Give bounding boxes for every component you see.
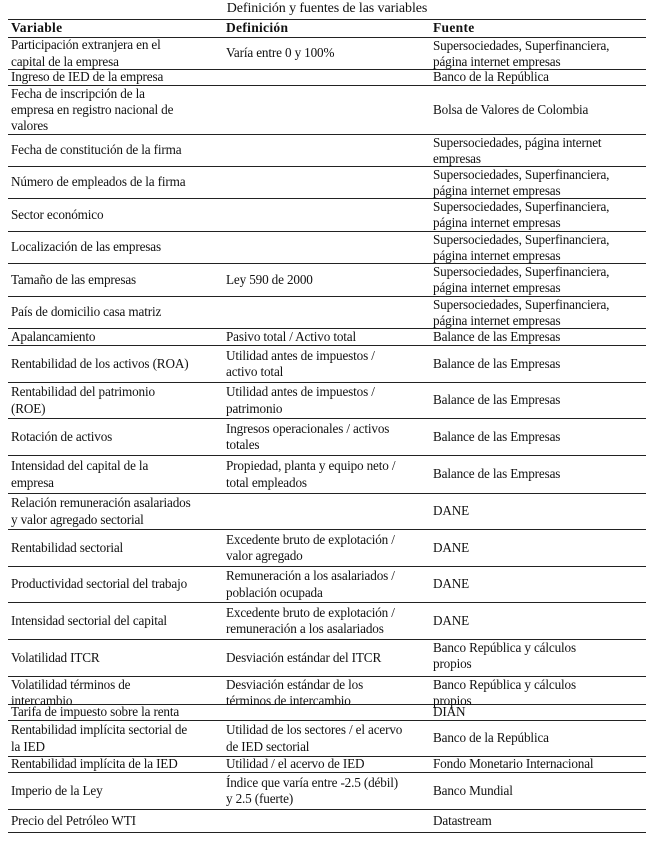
table-row (8, 494, 646, 530)
cell-variable (11, 757, 216, 772)
table-row (8, 297, 646, 329)
cell-fuente (433, 199, 646, 231)
cell-definicion (226, 419, 426, 455)
cell-text: propios (433, 693, 472, 709)
cell-text: Balance de las Empresas (433, 355, 561, 371)
cell-definicion (226, 264, 426, 296)
table-row (8, 70, 646, 86)
cell-fuente (433, 640, 646, 676)
cell-text: Balance de las Empresas (433, 428, 561, 444)
cell-text: página internet empresas (433, 183, 561, 199)
cell-text: página internet empresas (433, 248, 561, 264)
cell-text: DANE (433, 503, 470, 519)
cell-text: Sector económico (11, 206, 104, 222)
cell-fuente (433, 773, 646, 809)
cell-variable (11, 494, 216, 529)
cell-fuente (433, 530, 646, 566)
cell-text: página internet empresas (433, 215, 561, 231)
cell-text: DIAN (433, 704, 466, 720)
cell-text: Intensidad sectorial del capital (11, 612, 167, 628)
table-row (8, 167, 646, 199)
cell-fuente (433, 494, 646, 529)
cell-text: Rentabilidad implícita sectorial de (11, 722, 188, 738)
cell-fuente (433, 297, 646, 328)
cell-text: Supersociedades, Superfinanciera, (433, 38, 610, 53)
table-row (8, 773, 646, 810)
cell-text: patrimonio (226, 400, 283, 416)
cell-definicion (226, 677, 426, 709)
cell-variable (11, 773, 216, 809)
cell-text: Excedente bruto de explotación / (226, 604, 395, 620)
cell-fuente (433, 86, 646, 134)
cell-text: remuneración a los asalariados (226, 621, 384, 636)
cell-text: Relación remuneración asalariados (11, 495, 191, 511)
table-row (8, 346, 646, 383)
cell-variable (11, 329, 216, 345)
cell-definicion (226, 494, 426, 529)
cell-text: Excedente bruto de explotación / (226, 531, 395, 547)
cell-definicion (226, 773, 426, 809)
table-row (8, 264, 646, 297)
cell-fuente (433, 232, 646, 263)
cell-text: Pasivo total / Activo total (226, 328, 357, 344)
cell-text: Desviación estándar del ITCR (226, 649, 382, 665)
cell-fuente (433, 677, 646, 709)
cell-text: Tarifa de impuesto sobre la renta (11, 704, 180, 720)
cell-fuente (433, 721, 646, 756)
cell-fuente (433, 264, 646, 296)
cell-variable (11, 640, 216, 676)
cell-variable (11, 86, 216, 134)
cell-variable (11, 70, 216, 85)
table-row (8, 199, 646, 232)
cell-text: Rentabilidad sectorial (11, 539, 124, 555)
cell-variable (11, 567, 216, 602)
cell-text: Apalancamiento (11, 328, 96, 344)
table-row (8, 677, 646, 709)
cell-text: Intensidad del capital de la (11, 458, 149, 474)
cell-text: intercambio (11, 693, 73, 709)
table-row (8, 419, 646, 456)
cell-text: Supersociedades, Superfinanciera, (433, 264, 610, 279)
cell-text: empresa en registro nacional de (11, 101, 174, 117)
cell-text: Rotación de activos (11, 428, 113, 444)
table-row (8, 456, 646, 494)
cell-text: página internet empresas (433, 313, 561, 329)
cell-text: página internet empresas (433, 280, 561, 296)
cell-fuente (433, 456, 646, 493)
cell-definicion (226, 199, 426, 231)
cell-text: Fondo Monetario Internacional (433, 756, 594, 772)
cell-text: Supersociedades, página internet (433, 135, 602, 150)
cell-text: la IED (11, 738, 45, 754)
cell-text: Ley 590 de 2000 (226, 271, 313, 287)
cell-fuente (433, 135, 646, 166)
cell-text: (ROE) (11, 400, 46, 416)
cell-definicion (226, 603, 426, 639)
cell-variable (11, 135, 216, 166)
table-row (8, 38, 646, 70)
cell-text: Utilidad / el acervo de IED (226, 756, 365, 772)
table-row (8, 567, 646, 603)
cell-text: empresas (433, 151, 481, 167)
table-header-row (8, 19, 646, 38)
cell-text: Precio del Petróleo WTI (11, 812, 136, 828)
cell-text: Utilidad antes de impuestos / (226, 347, 375, 363)
cell-definicion (226, 346, 426, 382)
cell-definicion (226, 810, 426, 832)
cell-text: Banco República y cálculos (433, 640, 576, 655)
cell-fuente (433, 603, 646, 639)
cell-text: Supersociedades, Superfinanciera, (433, 297, 610, 312)
cell-definicion (226, 329, 426, 345)
cell-text: Rentabilidad de los activos (ROA) (11, 355, 189, 371)
cell-fuente (433, 419, 646, 455)
cell-fuente (433, 810, 646, 832)
cell-text: Banco República y cálculos (433, 677, 576, 692)
header-definicion: Definición (226, 20, 289, 36)
cell-text: Banco de la República (433, 730, 549, 746)
cell-variable (11, 721, 216, 756)
cell-definicion (226, 530, 426, 566)
cell-text: Desviación estándar de los (226, 677, 364, 692)
table-row (8, 810, 646, 833)
cell-text: y 2.5 (fuerte) (226, 791, 294, 806)
cell-text: Balance de las Empresas (433, 466, 561, 482)
cell-text: Supersociedades, Superfinanciera, (433, 232, 610, 247)
cell-fuente (433, 346, 646, 382)
cell-variable (11, 383, 216, 418)
cell-text: Número de empleados de la firma (11, 174, 186, 190)
cell-fuente (433, 38, 646, 69)
cell-text: DANE (433, 576, 470, 592)
cell-text: valores (11, 118, 49, 134)
table-row (8, 383, 646, 419)
cell-definicion (226, 135, 426, 166)
cell-variable (11, 705, 216, 720)
cell-definicion (226, 70, 426, 85)
cell-text: Bolsa de Valores de Colombia (433, 101, 589, 117)
cell-definicion (226, 640, 426, 676)
cell-variable (11, 297, 216, 328)
table-row (8, 705, 646, 721)
cell-fuente (433, 329, 646, 345)
cell-text: Participación extranjera en el (11, 37, 161, 53)
cell-text: Volatilidad términos de (11, 677, 131, 692)
cell-text: Imperio de la Ley (11, 782, 103, 798)
cell-definicion (226, 721, 426, 756)
table-row (8, 530, 646, 567)
cell-text: Balance de las Empresas (433, 328, 561, 344)
cell-variable (11, 346, 216, 382)
table-row (8, 721, 646, 757)
cell-variable (11, 419, 216, 455)
cell-fuente (433, 705, 646, 720)
table-row (8, 86, 646, 135)
cell-variable (11, 810, 216, 832)
cell-text: y valor agregado sectorial (11, 511, 144, 527)
header-variable: Variable (11, 20, 63, 36)
cell-text: Rentabilidad implícita de la IED (11, 756, 178, 772)
table-row (8, 640, 646, 677)
cell-text: de IED sectorial (226, 738, 310, 754)
cell-definicion (226, 167, 426, 198)
cell-variable (11, 677, 216, 709)
table-row (8, 329, 646, 346)
table-row (8, 757, 646, 773)
table-row (8, 135, 646, 167)
cell-fuente (433, 167, 646, 198)
cell-text: DANE (433, 612, 470, 628)
cell-variable (11, 264, 216, 296)
cell-text: Utilidad de los sectores / el acervo (226, 722, 403, 738)
cell-variable (11, 530, 216, 566)
cell-text: Datastream (433, 812, 492, 828)
cell-variable (11, 167, 216, 198)
cell-text: Productividad sectorial del trabajo (11, 576, 188, 592)
table-title: Definición y fuentes de las variables (226, 1, 428, 16)
cell-definicion (226, 383, 426, 418)
cell-fuente (433, 567, 646, 602)
cell-text: Remuneración a los asalariados / (226, 568, 395, 584)
cell-fuente (433, 383, 646, 418)
cell-fuente (433, 70, 646, 85)
cell-text: Índice que varía entre -2.5 (débil) (226, 774, 398, 790)
cell-variable (11, 232, 216, 263)
cell-text: página internet empresas (433, 54, 561, 70)
cell-text: empresa (11, 474, 54, 490)
cell-variable (11, 603, 216, 639)
cell-definicion (226, 297, 426, 328)
cell-text: Banco de la República (433, 69, 549, 85)
cell-definicion (226, 232, 426, 263)
cell-definicion (226, 705, 426, 720)
cell-variable (11, 199, 216, 231)
cell-text: Supersociedades, Superfinanciera, (433, 167, 610, 182)
cell-text: activo total (226, 364, 284, 379)
cell-text: DANE (433, 539, 470, 555)
cell-text: propios (433, 656, 472, 672)
cell-text: Ingreso de IED de la empresa (11, 69, 164, 85)
cell-fuente (433, 757, 646, 772)
table-row (8, 232, 646, 264)
cell-text: Fecha de constitución de la firma (11, 142, 182, 158)
cell-definicion (226, 567, 426, 602)
cell-definicion (226, 456, 426, 493)
cell-text: términos de intercambio (226, 693, 351, 709)
cell-text: Ingresos operacionales / activos (226, 420, 390, 436)
header-fuente: Fuente (433, 20, 475, 36)
cell-text: Utilidad antes de impuestos / (226, 384, 375, 400)
cell-definicion (226, 86, 426, 134)
cell-text: Localización de las empresas (11, 239, 161, 255)
cell-definicion (226, 757, 426, 772)
cell-text: Tamaño de las empresas (11, 271, 137, 287)
cell-text: población ocupada (226, 584, 323, 600)
cell-variable (11, 38, 216, 69)
cell-text: capital de la empresa (11, 53, 119, 69)
cell-text: Varía entre 0 y 100% (226, 45, 335, 61)
cell-text: Volatilidad ITCR (11, 649, 100, 665)
cell-text: Rentabilidad del patrimonio (11, 384, 155, 400)
cell-variable (11, 456, 216, 493)
table-row (8, 603, 646, 640)
cell-text: Banco Mundial (433, 782, 513, 798)
cell-text: Supersociedades, Superfinanciera, (433, 199, 610, 214)
cell-text: total empleados (226, 474, 307, 490)
cell-text: Fecha de inscripción de la (11, 85, 145, 101)
cell-text: Propiedad, planta y equipo neto / (226, 458, 396, 474)
cell-text: Balance de las Empresas (433, 392, 561, 408)
cell-text: País de domicilio casa matriz (11, 304, 162, 320)
cell-definicion (226, 38, 426, 69)
cell-text: valor agregado (226, 548, 303, 563)
cell-text: totales (226, 437, 260, 452)
